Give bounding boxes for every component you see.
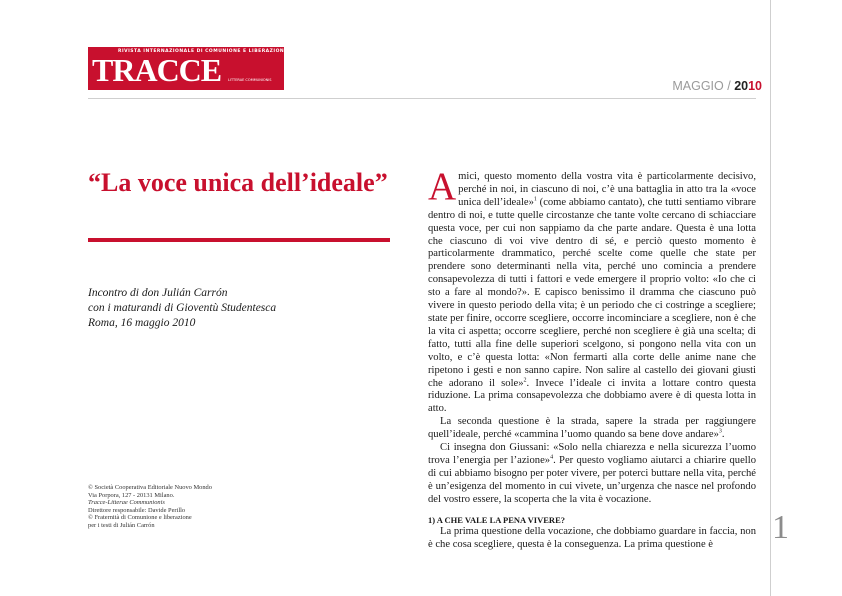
credit-line: Tracce-Litterae Communionis xyxy=(88,499,165,507)
credit-line: Via Porpora, 127 - 20131 Milano. xyxy=(88,491,175,499)
paragraph-text: (come abbiamo cantato), che tutti sentiamo vibrare dentro di noi, e tutte quelle circostanze che tante volte cercano di schiacciare questa voce, per cui non sappiamo da che parte andare. Questa è una lotta che ciascuno di voi vive dentro di sé, e perciò questo momento è particolarmente drammatico, perché scelte come quelle che state per prendere sono determinanti nella vita, perché uno comincia a prendere consapevolezza di tutti i fattori e vede emergere il proprio volto: «Io che ci sto a fare al mondo?». E capisco benissimo il dramma che ciascuno può vivere in questo periodo della vita; è un periodo che ci costringe a scegliere; state per finire, occorre scegliere, occorre incominciare a scegliere, non è che la vita ci aspetta; occorre scegliere, perché non scegliere è già una scelta; di fatto, tutti alla fine delle superiori scelgono, si pongono nella vita con un volto, e c’è questa lotta: «Non fermarti alla corte delle anime nane che ripetono i gesti e non sanno capire. Non salire al castello dei giovani giusti che adorano il sole» xyxy=(428,196,757,389)
footnote-ref: 2 xyxy=(523,376,527,383)
logo-tagline: RIVISTA INTERNAZIONALE DI COMUNIONE E LIBERAZIONE xyxy=(118,49,288,54)
credit-line: © Fraternità di Comunione e liberazione xyxy=(88,514,192,522)
credit-line: © Società Cooperativa Editoriale Nuovo Mondo xyxy=(88,484,212,491)
body-paragraph: La prima questione della vocazione, che dobbiamo guardare in faccia, non è che cosa scegliere, questa è la conseguenza. La prima questione è xyxy=(428,526,756,551)
article-title: “La voce unica dell’ideale” xyxy=(88,168,388,197)
drop-cap: A xyxy=(428,165,457,208)
subtitle-line: con i maturandi di Gioventù Studentesca xyxy=(88,302,277,314)
issue-year-suffix: 10 xyxy=(748,79,762,93)
issue-year xyxy=(734,79,762,93)
body-paragraph xyxy=(428,165,757,416)
credit-line: per i testi di Julián Carrón xyxy=(88,521,155,529)
paragraph-text: . Per questo vogliamo aiutarci a chiarire quello di cui abbiamo bisogno per poter vivere, per poterci buttare nella vita, perché è un’esigenza del momento in cui vivete, un’urgenza che nasce nel profondo del vostro essere, la scoperta che la vita è vocazione. xyxy=(428,454,756,505)
section-heading: 1) A CHE VALE LA PENA VIVERE? xyxy=(428,514,565,525)
page-number: 1 xyxy=(772,509,789,546)
paragraph-text: . Invece l’ideale ci invita a lottare contro questa riduzione. La prima consapevolezza che dobbiamo avere è di questa lotta in atto. xyxy=(428,377,756,415)
issue-year-prefix: 20 xyxy=(734,79,749,93)
header-rule xyxy=(88,98,756,99)
tracce-logo xyxy=(88,47,288,90)
logo-name: TRACCE xyxy=(92,52,222,88)
paragraph-text: mici, questo momento della vostra vita è particolarmente decisivo, perché in noi, in ciascuno di noi, c’è una battaglia in atto tra la «voce unica dell’ideale» xyxy=(458,171,756,208)
copyright-credits xyxy=(88,484,318,530)
issue-month: MAGGIO xyxy=(672,79,724,93)
paragraph-text: . xyxy=(721,429,725,441)
body-paragraph xyxy=(428,416,756,442)
issue-separator: / xyxy=(723,79,735,93)
footnote-ref: 1 xyxy=(533,196,537,203)
title-underline xyxy=(88,238,390,242)
credit-line: Direttore responsabile: Davide Perillo xyxy=(88,506,186,514)
right-margin-rule xyxy=(770,0,771,596)
footnote-ref: 4 xyxy=(550,454,554,461)
paragraph-text: La seconda questione è la strada, sapere la strada per raggiungere quell’ideale, perché «cammina l’uomo quando sa bene dove andare» xyxy=(428,416,756,441)
subtitle-line: Incontro di don Julián Carrón xyxy=(88,287,228,299)
subtitle-line: Roma, 16 maggio 2010 xyxy=(88,317,196,329)
article-body xyxy=(428,165,757,552)
issue-date xyxy=(672,79,762,93)
article-subtitle xyxy=(88,286,388,331)
footnote-ref: 3 xyxy=(718,428,722,435)
logo-subtag: LITTERAE COMMUNIONIS xyxy=(228,78,272,82)
body-paragraph xyxy=(428,442,756,507)
paragraph-text: Ci insegna don Giussani: «Solo nella chiarezza e nella sicurezza l’uomo trova l’energia per l’azione» xyxy=(428,442,756,466)
